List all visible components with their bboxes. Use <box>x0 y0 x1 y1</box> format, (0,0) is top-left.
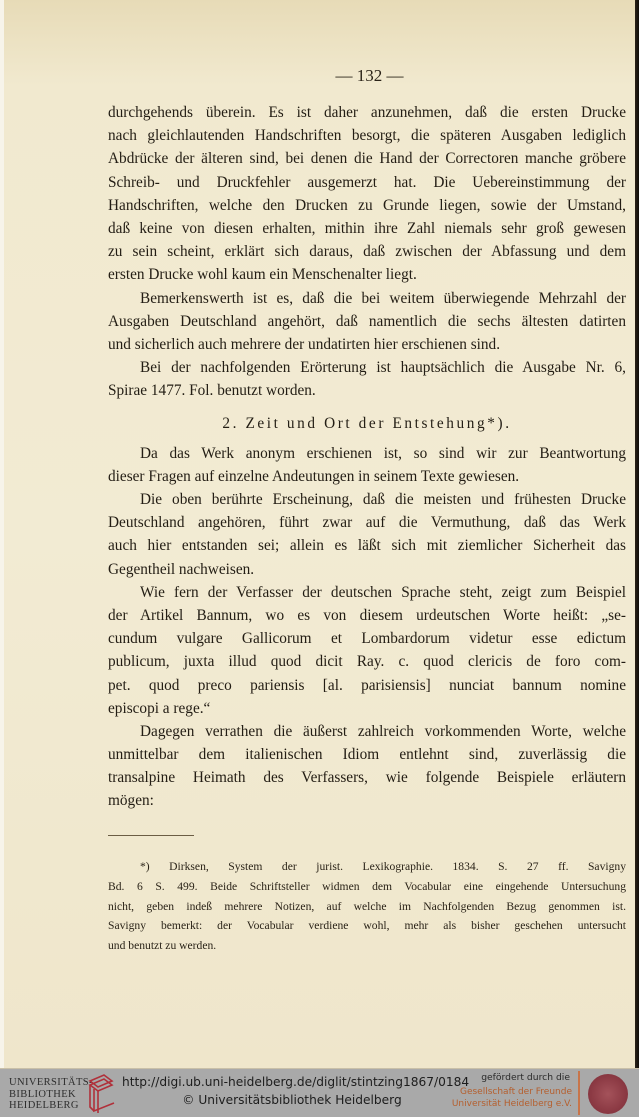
sponsor-intro: gefördert durch die <box>481 1072 570 1083</box>
text-line: nach gleichlautenden Handschriften besorgt, die späteren Ausgaben lediglich <box>108 127 626 145</box>
library-name-line: BIBLIOTHEK <box>9 1088 76 1100</box>
footnote-line: nicht, geben indeß mehrere Notizen, auf welche im Nachfolgenden Bezug genommen ist. <box>108 899 626 913</box>
page-number: — 132 — <box>335 66 404 85</box>
text-line: auch hier entstanden sei; allein es läßt sich mit ziemlicher Sicherheit das <box>108 537 626 555</box>
university-seal-icon <box>588 1074 628 1114</box>
text-line: Wie fern der Verfasser der deutschen Sprache steht, zeigt zum Beispiel <box>140 583 626 601</box>
library-name <box>9 1077 93 1112</box>
page-right-edge-shadow <box>635 0 639 1068</box>
footnote-line: und benutzt zu werden. <box>108 939 217 953</box>
text-line: ersten Drucke wohl kaum ein Menschenalter liegt. <box>108 266 417 284</box>
footnote-line: Savigny bemerkt: der Vocabular verdiene wohl, mehr als bisher geschehen untersucht <box>108 919 626 933</box>
text-line: Da das Werk anonym erschienen ist, so sind wir zur Beantwortung <box>140 444 626 462</box>
library-name-line: UNIVERSITÄTS- <box>9 1077 93 1088</box>
permalink-url[interactable]: http://digi.ub.uni-heidelberg.de/diglit/stintzing1867/0184 <box>122 1075 470 1089</box>
footnote-line: *) Dirksen, System der jurist. Lexikographie. 1834. S. 27 ff. Savigny <box>140 860 626 873</box>
text-line: daß keine von diesen erhalten, mithin ihre Zahl niemals sehr groß gewesen <box>108 219 626 237</box>
text-line: Bemerkenswerth ist es, daß die bei weitem überwiegende Mehrzahl der <box>140 289 626 307</box>
text-line: Spirae 1477. Fol. benutzt worden. <box>108 382 316 400</box>
text-line: mögen: <box>108 792 154 810</box>
text-line: und sicherlich auch mehrere der undatirten hier erschienen sind. <box>108 335 501 353</box>
sponsor-name <box>440 1086 572 1110</box>
text-line: Dagegen verrathen die äußerst zahlreich vorkommenden Worte, welche <box>140 722 626 740</box>
page-left-edge <box>0 0 4 1068</box>
text-line: Schreib- und Druckfehler ausgemerzt hat. Die Uebereinstimmung der <box>108 173 626 191</box>
copyright-text: © Universitätsbibliothek Heidelberg <box>182 1093 402 1107</box>
text-line: durchgehends überein. Es ist daher anzunehmen, daß die ersten Drucke <box>108 104 626 121</box>
sponsor-name-line: Gesellschaft der Freunde <box>459 1087 572 1097</box>
library-footer-bar <box>0 1068 639 1117</box>
text-line: Bei der nachfolgenden Erörterung ist hauptsächlich die Ausgabe Nr. 6, <box>140 359 626 377</box>
text-line: episcopi a rege.“ <box>108 699 211 717</box>
section-heading: 2. Zeit und Ort der Entstehung*). <box>222 415 512 433</box>
footnote-divider <box>108 835 194 836</box>
footnote-line: Bd. 6 S. 499. Beide Schriftsteller widmen dem Vocabular eine eingehende Untersuchung <box>108 879 626 893</box>
library-logo-icon <box>82 1073 118 1115</box>
footnotes <box>108 857 626 956</box>
text-line: zu sein scheint, erklärt sich daraus, daß zwischen der Abfassung und dem <box>108 243 626 261</box>
text-line: Deutschland angehören, führt zwar auf die Vermuthung, daß das Werk <box>108 514 626 532</box>
text-line: der Artikel Bannum, wo es von diesem urdeutschen Worte heißt: „se- <box>108 606 626 624</box>
text-line: Gegentheil nachweisen. <box>108 560 255 578</box>
text-line: unmittelbar dem italienischen Idiom entlehnt sind, zuverlässig die <box>108 746 626 764</box>
text-line: Handschriften, welche den Drucken zu Grunde liegen, sowie der Umstand, <box>108 196 626 214</box>
text-line: publicum, juxta illud quod dicit Ray. c. quod clericis de foro com- <box>108 653 626 671</box>
text-line: transalpine Heimath des Verfassers, wie folgende Beispiele erläutern <box>108 769 626 787</box>
text-line: dieser Fragen auf einzelne Andeutungen in seinem Texte gewiesen. <box>108 467 520 485</box>
text-line: Die oben berührte Erscheinung, daß die meisten und frühesten Drucke <box>140 491 626 509</box>
text-line: Ausgaben Deutschland angehört, daß namentlich die sechs ältesten datirten <box>108 312 626 330</box>
body-text <box>108 101 626 813</box>
sponsor-name-line: Universität Heidelberg e.V. <box>451 1099 572 1109</box>
sponsor-divider <box>578 1071 580 1115</box>
text-line: cundum vulgare Gallicorum et Lombardorum videtur esse edictum <box>108 630 626 648</box>
library-name-line: HEIDELBERG <box>9 1100 79 1112</box>
text-line: Abdrücke der älteren sind, bei denen die Hand der Correctoren manche gröbere <box>108 150 626 168</box>
text-line: pet. quod preco pariensis [al. parisiensis] nunciat bannum nomine <box>108 676 626 694</box>
